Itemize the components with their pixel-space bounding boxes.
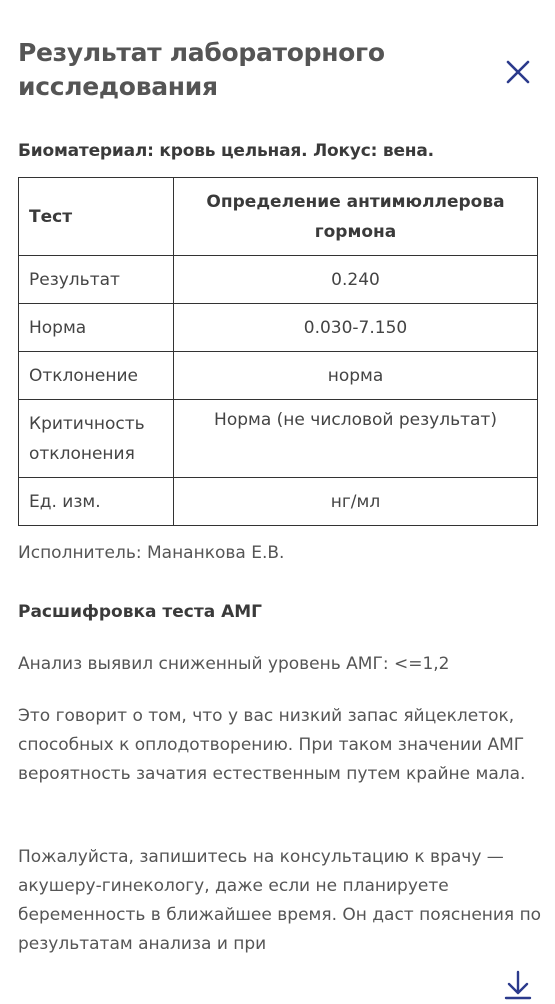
executor-info: Исполнитель: Мананкова Е.В. bbox=[18, 543, 285, 563]
results-table bbox=[18, 177, 538, 526]
page-title: Результат лабораторного исследования bbox=[18, 38, 385, 101]
decoding-paragraph: Пожалуйста, запишитесь на консультацию к врачу — акушеру-гинекологу, даже если не планируете беременность в ближайшее время. Он даст пояснения по результатам анализа и при bbox=[18, 847, 542, 954]
header-test: Тест bbox=[19, 178, 174, 256]
row-label: Результат bbox=[19, 256, 174, 304]
arrow-down-icon bbox=[502, 968, 534, 1000]
row-value: 0.030-7.150 bbox=[174, 304, 538, 352]
row-value: 0.240 bbox=[174, 256, 538, 304]
row-label: Критичность отклонения bbox=[19, 400, 174, 478]
decoding-paragraph: Это говорит о том, что у вас низкий запас яйцеклеток, способных к оплодотворению. При таком значении АМГ вероятность зачатия естественным путем крайне мала. bbox=[18, 706, 526, 784]
row-label: Отклонение bbox=[19, 352, 174, 400]
close-button[interactable] bbox=[500, 54, 536, 90]
row-label: Ед. изм. bbox=[19, 478, 174, 526]
table-row bbox=[19, 256, 538, 304]
table-row bbox=[19, 478, 538, 526]
header-test-name: Определение антимюллерова гормона bbox=[174, 178, 538, 256]
biomaterial-info: Биоматериал: кровь цельная. Локус: вена. bbox=[18, 141, 434, 161]
table-header-row bbox=[19, 178, 538, 256]
row-value: норма bbox=[174, 352, 538, 400]
row-label: Норма bbox=[19, 304, 174, 352]
decoding-paragraph: Анализ выявил сниженный уровень АМГ: <=1,2 bbox=[18, 654, 450, 674]
table-row bbox=[19, 304, 538, 352]
table-row bbox=[19, 352, 538, 400]
scroll-down-button[interactable] bbox=[502, 968, 534, 1000]
close-icon bbox=[505, 59, 531, 85]
decoding-title: Расшифровка теста АМГ bbox=[18, 602, 262, 622]
row-value: нг/мл bbox=[174, 478, 538, 526]
table-row bbox=[19, 400, 538, 478]
row-value: Норма (не числовой результат) bbox=[174, 400, 538, 478]
